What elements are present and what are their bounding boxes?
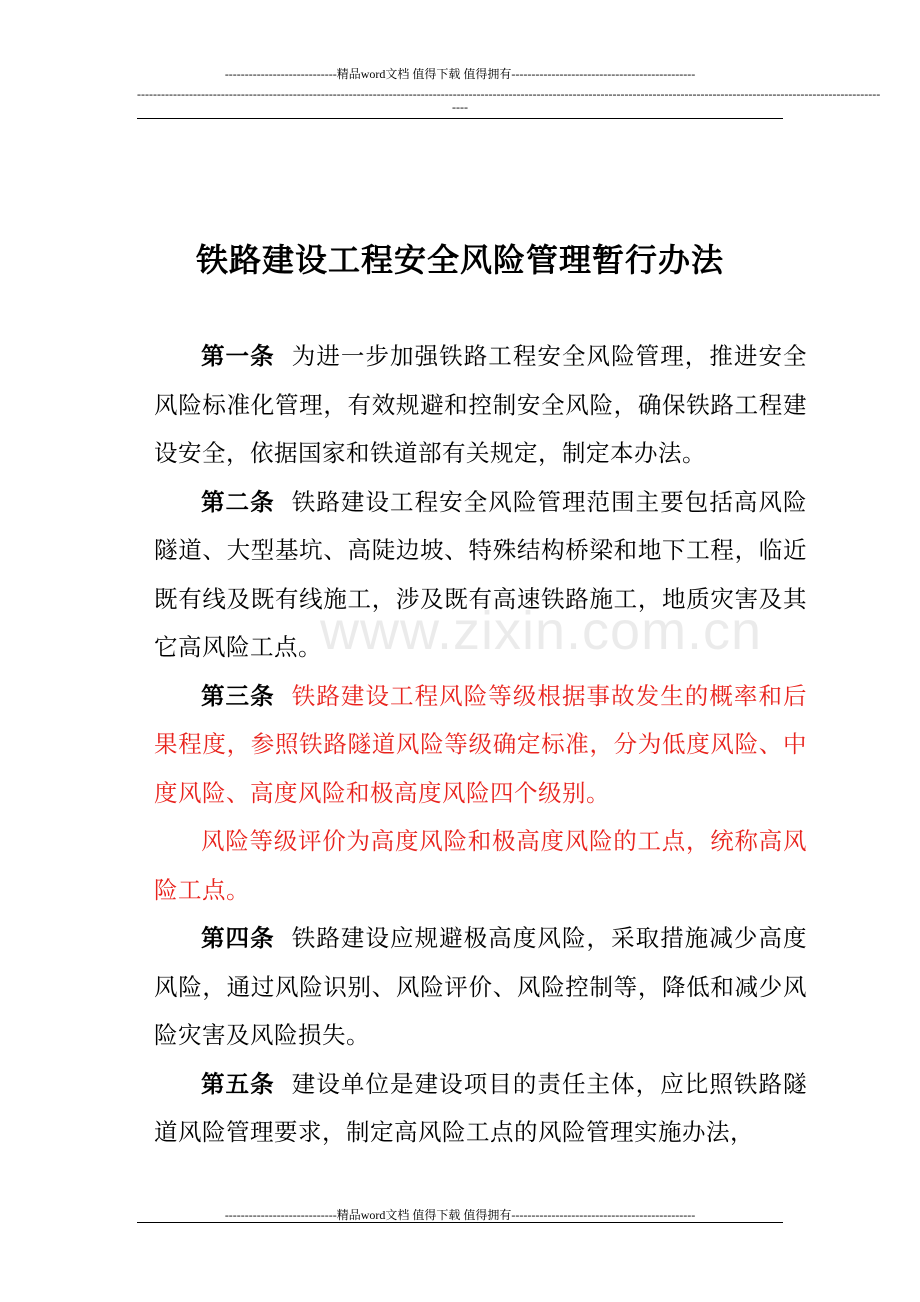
- article-label: 第二条: [201, 487, 275, 516]
- article-text: 为进一步加强铁路工程安全风险管理，推进安全风险标准化管理，有效规避和控制安全风险，确保铁路工程建设安全，依据国家和铁道部有关规定，制定本办法。: [154, 342, 808, 467]
- article-2: [154, 478, 807, 672]
- document-title: 铁路建设工程安全风险管理暂行办法: [195, 241, 724, 279]
- article-text: 建设单位是建设项目的责任主体，应比照铁路隧道风险管理要求，制定高风险工点的风险管理实施办法，: [154, 1069, 808, 1146]
- footer-banner: ----------------------------精品word文档 值得下载 值得拥有----------------------------------------------: [224, 1208, 696, 1222]
- article-label: 第五条: [201, 1069, 275, 1098]
- article-label: 第四条: [201, 924, 275, 952]
- footer-rule: [137, 1222, 783, 1223]
- header-banner: ----------------------------精品word文档 值得下载 值得拥有----------------------------------------------: [224, 67, 696, 81]
- article-text-highlighted: 风险等级评价为高度风险和极高度风险的工点，统称高风险工点。: [154, 827, 807, 904]
- header-dash-line: ------------------------------------------------------------------------------------------------------------------------------------------------------------------------------------------: [137, 87, 881, 101]
- watermark: www.zixin.com.cn: [320, 601, 763, 661]
- article-5: [154, 1060, 807, 1157]
- article-1: [154, 332, 807, 478]
- article-text: 铁路建设工程安全风险管理范围主要包括高风险隧道、大型基坑、高陡边坡、特殊结构桥梁和地下工程，临近既有线及既有线施工，涉及既有高速铁路施工，地质灾害及其它高风险工点。: [154, 487, 808, 661]
- article-label: 第一条: [201, 342, 275, 370]
- article-3: [154, 672, 807, 818]
- header-rule: [137, 118, 783, 119]
- document-body: [154, 332, 807, 1157]
- header-dash-short: ----: [452, 100, 468, 114]
- article-4: [154, 914, 807, 1060]
- article-label: 第三条: [201, 681, 275, 710]
- article-3-continuation: [154, 817, 807, 914]
- article-text: 铁路建设应规避极高度风险，采取措施减少高度风险，通过风险识别、风险评价、风险控制等，降低和减少风险灾害及风险损失。: [154, 924, 808, 1049]
- article-text-highlighted: 铁路建设工程风险等级根据事故发生的概率和后果程度，参照铁路隧道风险等级确定标准，分为低度风险、中度风险、高度风险和极高度风险四个级别。: [154, 681, 808, 807]
